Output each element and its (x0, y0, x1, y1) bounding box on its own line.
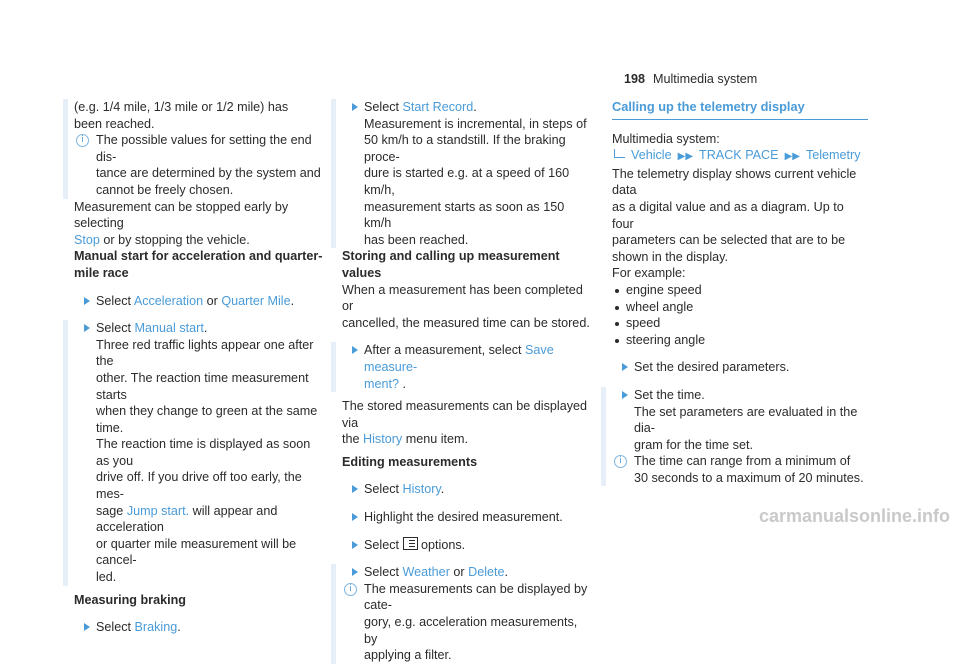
text-line: The measurements can be displayed by cate- (364, 581, 588, 613)
step-start-record (342, 99, 594, 248)
step-bar (331, 564, 336, 664)
list-item: engine speed (612, 282, 868, 299)
text-line (74, 232, 324, 249)
continued-step (74, 99, 324, 199)
text-line: or quarter mile measurement will be cancel- (96, 536, 297, 568)
info-icon: i (344, 583, 357, 596)
chevron-right-icon: ▶▶ (677, 151, 694, 163)
text-line: When a measurement has been completed or (342, 282, 583, 314)
text-line: Measurement can be stopped early by selecting (74, 199, 289, 231)
text-line: For example: (612, 266, 686, 281)
text-line: measurement starts as soon as 150 km/h (364, 199, 565, 231)
text-span: Select (364, 565, 403, 580)
heading: Editing measurements (342, 454, 478, 469)
info-icon: i (76, 134, 89, 147)
text-line: drive off. If you drive off too early, the mes- (96, 470, 302, 502)
text-span: or (203, 293, 222, 308)
arrow-icon (84, 623, 90, 631)
arrow-icon (352, 485, 358, 493)
text-line: The stored measurements can be displayed via (342, 399, 588, 430)
text-line: been reached. (74, 116, 155, 131)
arrow-icon (84, 297, 90, 305)
step-set-time (612, 387, 868, 487)
arrow-icon (352, 568, 358, 576)
link-braking[interactable]: Braking (134, 620, 178, 635)
text-line: Three red traffic lights appear one after the (96, 337, 314, 369)
heading: mile race (74, 265, 129, 280)
text-line: has been reached. (364, 232, 469, 247)
text-line: The time can range from a minimum of (634, 454, 851, 469)
text-line: cancelled, the measured time can be stored. (342, 315, 590, 330)
text-line: shown in the display. (612, 249, 728, 264)
text-line: Set the time. (634, 387, 705, 402)
list-item: speed (612, 315, 868, 332)
text-line: (e.g. 1/4 mile, 1/3 mile or 1/2 mile) has (74, 100, 289, 114)
info-icon: i (614, 455, 627, 468)
section-title: Calling up the telemetry display (612, 99, 868, 120)
heading: Manual start for acceleration and quarter- (74, 249, 323, 264)
step-set-parameters (612, 359, 868, 376)
text-span: the (342, 432, 364, 447)
text-line: Highlight the desired measurement. (364, 510, 563, 525)
menu-path (612, 147, 868, 166)
step-bar (63, 99, 68, 199)
link-save-measurement-cont[interactable]: ment? (364, 376, 400, 391)
step-select-history (342, 481, 594, 498)
arrow-icon (84, 324, 90, 332)
text-line: gory, e.g. acceleration measurements, by (364, 615, 578, 646)
path-track-pace[interactable]: TRACK PACE (699, 148, 779, 163)
text-span: menu item. (402, 432, 468, 447)
step-bar (601, 387, 606, 487)
list-item: steering angle (612, 332, 868, 349)
arrow-icon (622, 363, 628, 371)
note (342, 581, 594, 664)
text-span: Select (364, 100, 403, 114)
text-line: Set the desired parameters. (634, 360, 790, 375)
text-span: . (473, 100, 477, 114)
step-bar (63, 320, 68, 586)
arrow-icon (352, 541, 358, 549)
text-span: . (203, 321, 208, 336)
text-line: tance are determined by the system and (96, 166, 321, 181)
message-jump-start: Jump start. (126, 503, 190, 518)
text-line: The reaction time is displayed as soon as you (96, 437, 311, 468)
list-item: wheel angle (612, 299, 868, 316)
text-span: options. (417, 537, 466, 552)
step-select-braking (74, 619, 324, 636)
text-line: gram for the time set. (634, 437, 753, 452)
text-line: parameters can be selected that are to be (612, 233, 846, 248)
text-span: or by stopping the vehicle. (99, 232, 250, 247)
text-line: when they change to green at the same time. (96, 404, 318, 435)
step-save-measurement (342, 342, 594, 392)
note (612, 453, 868, 486)
text-line: other. The reaction time measurement starts (96, 370, 309, 402)
text-line: 50 km/h to a standstill. If the braking proce- (364, 133, 566, 164)
link-history[interactable]: History (363, 432, 403, 447)
arrow-icon (352, 103, 358, 111)
section-name: Multimedia system (653, 72, 758, 86)
options-menu-icon[interactable] (403, 537, 418, 550)
step-options (342, 537, 594, 554)
path-arrow-icon (614, 149, 625, 158)
note (74, 132, 324, 198)
column-2 (342, 99, 594, 664)
step-bar (331, 342, 336, 392)
link-manual-start[interactable]: Manual start (134, 321, 204, 336)
chevron-right-icon: ▶▶ (784, 151, 800, 163)
link-history-2[interactable]: History (402, 482, 441, 497)
step-weather-delete (342, 564, 594, 664)
text-span: . (399, 376, 407, 391)
arrow-icon (352, 346, 358, 354)
text-line: The set parameters are evaluated in the dia- (634, 404, 858, 436)
link-delete[interactable]: Delete (468, 565, 505, 580)
arrow-icon (622, 391, 628, 399)
text-span: Select (364, 482, 403, 497)
text-line: Multimedia system: (612, 131, 720, 146)
page-header (624, 71, 757, 88)
text-span: . (177, 620, 181, 635)
watermark: carmanualsonline.info (758, 506, 950, 527)
link-save-measurement[interactable]: Save measure- (364, 343, 554, 374)
link-start-record[interactable]: Start Record (402, 100, 474, 114)
step-bar (331, 99, 336, 248)
column-1 (74, 99, 324, 636)
text-line: cannot be freely chosen. (96, 182, 234, 197)
text-span: Select (364, 537, 403, 552)
text-span: . (440, 482, 445, 497)
page-number: 198 (624, 72, 646, 86)
text-span: . (504, 565, 508, 580)
text-line: Measurement is incremental, in steps of (364, 116, 587, 131)
path-vehicle[interactable]: Vehicle (631, 148, 672, 163)
text-line: led. (96, 570, 117, 585)
heading: Measuring braking (74, 592, 186, 607)
heading: Storing and calling up measurement values (342, 249, 560, 280)
text-line: dure is started e.g. at a speed of 160 km/h, (364, 166, 570, 197)
step-manual-start (74, 320, 324, 586)
text-span: will appear and acceleration (96, 503, 278, 535)
text-span: After a measurement, select (364, 343, 525, 358)
text-span: or (449, 565, 469, 580)
text-line: The possible values for setting the end dis- (96, 133, 312, 164)
text-line: as a digital value and as a diagram. Up to four (612, 199, 844, 231)
text-span: Select (96, 321, 135, 336)
link-acceleration[interactable]: Acceleration (133, 293, 204, 308)
link-quarter-mile[interactable]: Quarter Mile (221, 293, 291, 308)
text-span: . (290, 293, 295, 308)
text-span: Select (96, 620, 135, 635)
text-line: 30 seconds to a maximum of 20 minutes. (634, 470, 864, 485)
text-line: The telemetry display shows current vehicle data (612, 166, 857, 198)
step-select-acceleration (74, 293, 324, 310)
text-line: applying a filter. (364, 648, 452, 663)
path-telemetry[interactable]: Telemetry (805, 148, 861, 163)
column-3 (612, 99, 868, 486)
link-stop[interactable]: Stop (74, 232, 100, 247)
link-weather[interactable]: Weather (402, 565, 450, 580)
text-span: sage (96, 503, 127, 518)
text-span: Select (96, 293, 134, 308)
